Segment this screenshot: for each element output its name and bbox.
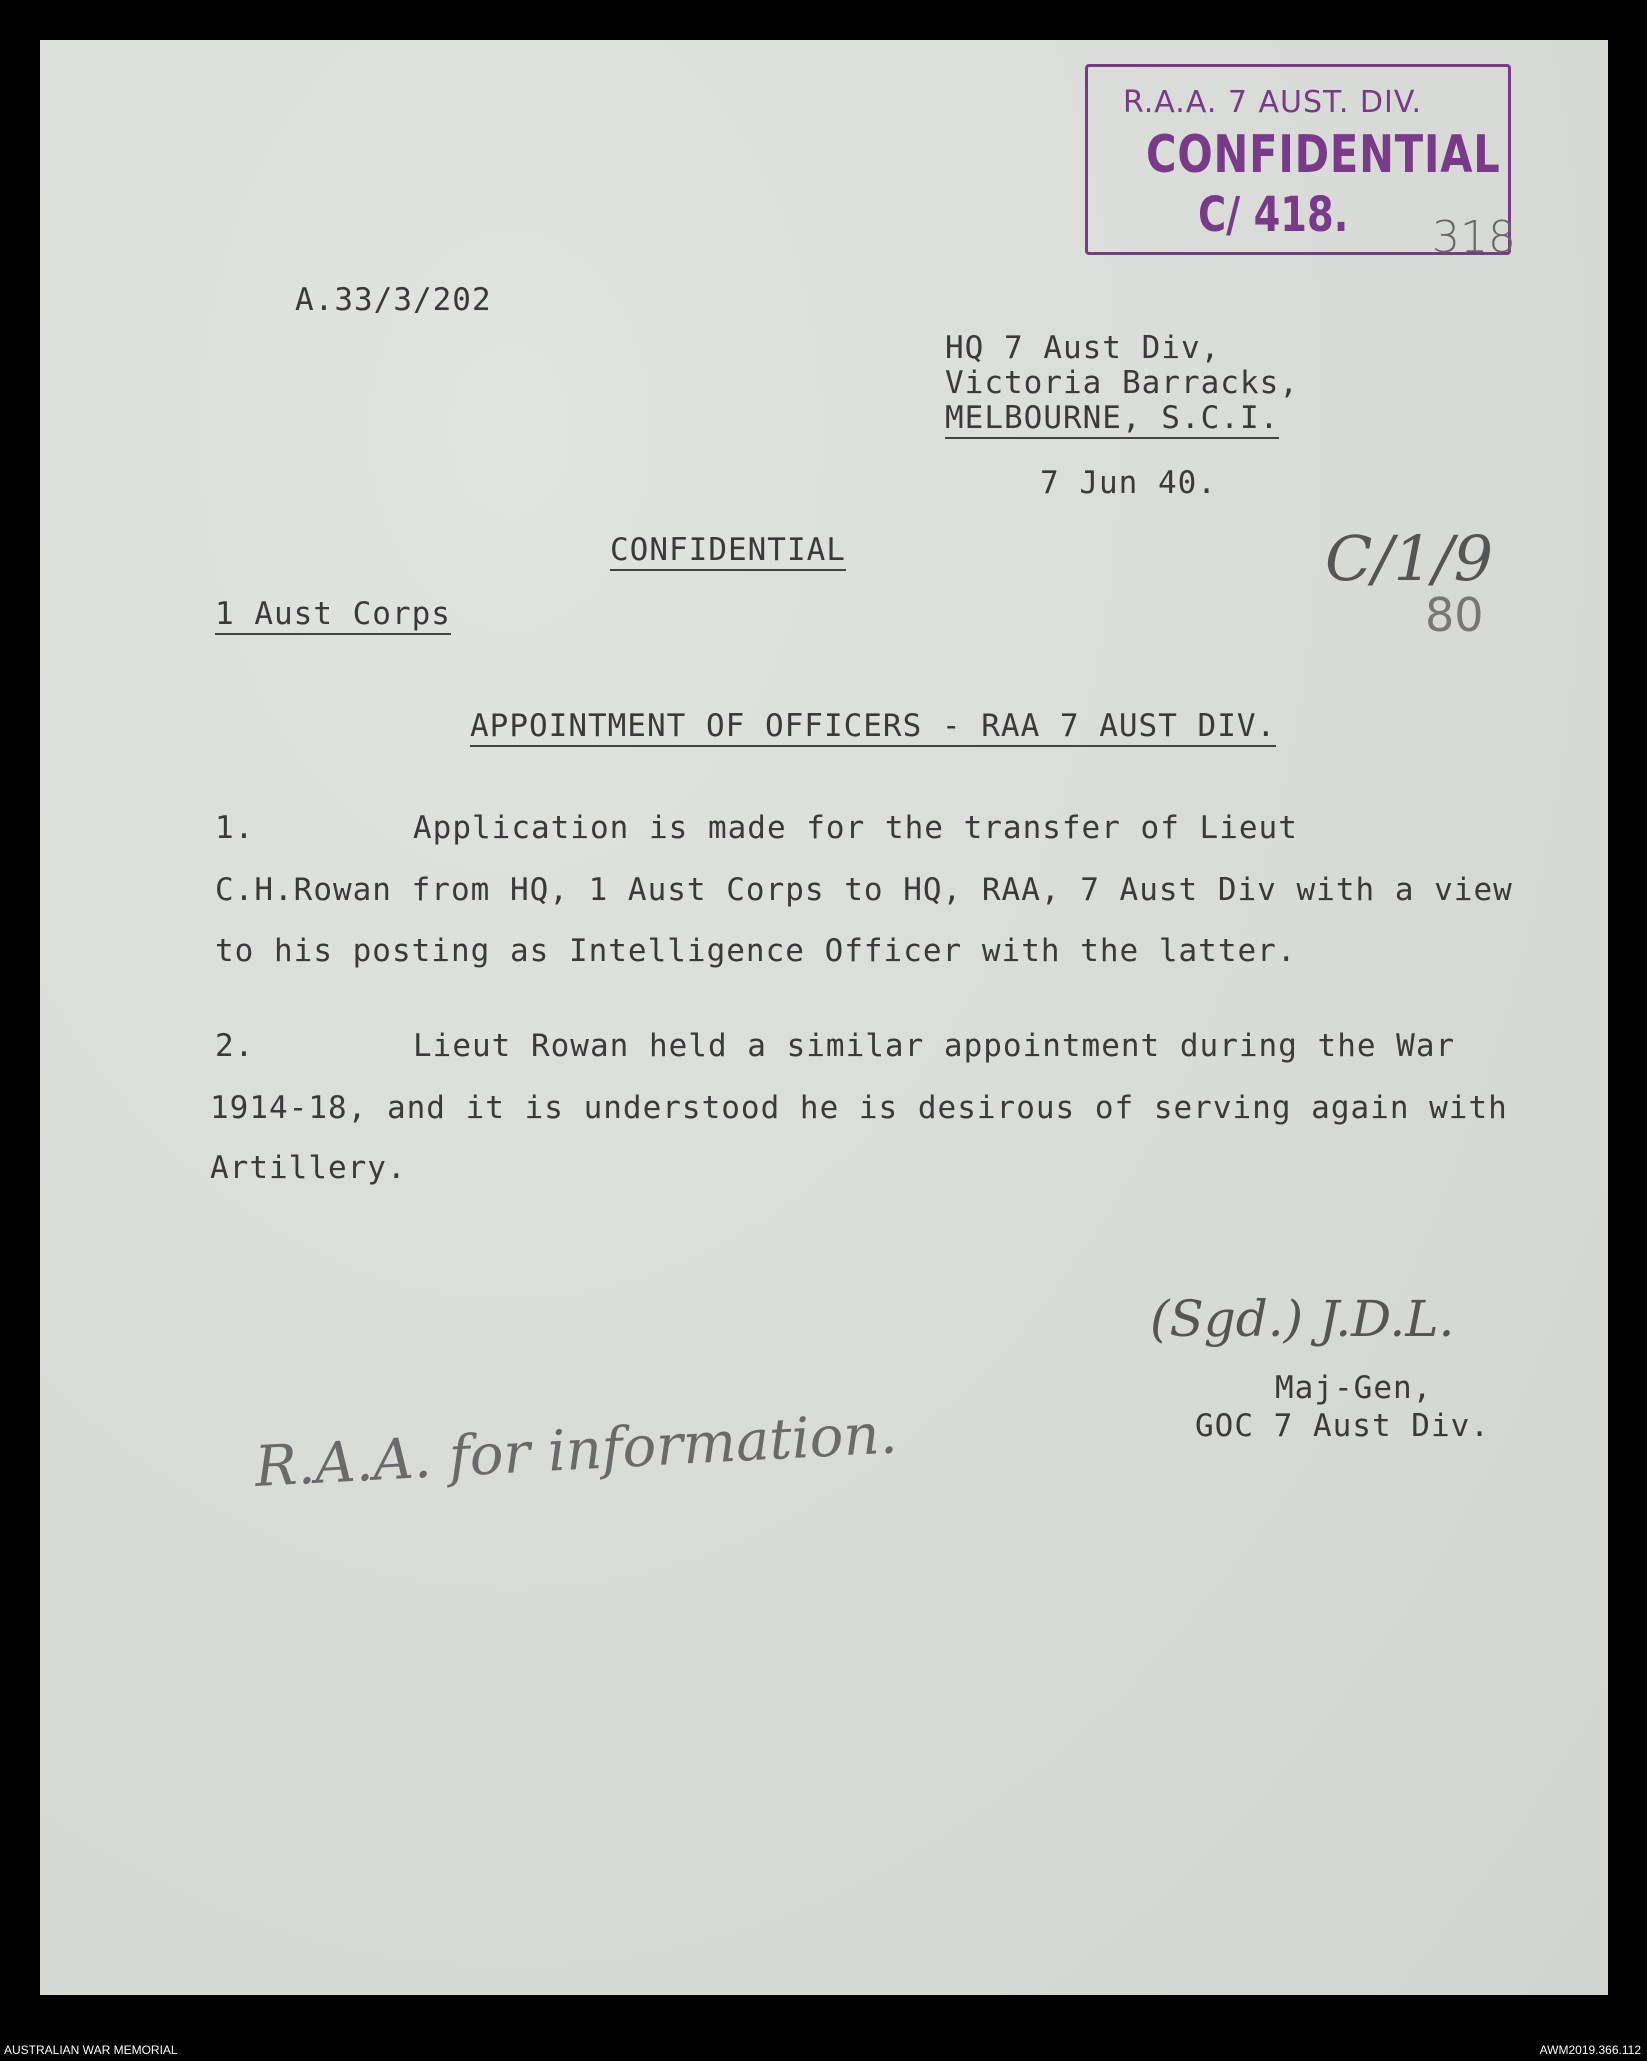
paragraph-line: Application is made for the transfer of Lieut [413, 810, 1298, 846]
document-date: 7 Jun 40. [1040, 465, 1217, 501]
paragraph-line: to his posting as Intelligence Officer with the latter. [215, 933, 1297, 969]
paragraph-number: 1. [215, 810, 255, 846]
footer-accession: AWM2019.366.112 [1539, 2043, 1641, 2057]
address-line-2: Victoria Barracks, [945, 365, 1299, 401]
handwritten-file-number: 80 [1425, 588, 1484, 642]
classification-heading: CONFIDENTIAL [610, 532, 846, 571]
handwritten-note: R.A.A. for information. [253, 1401, 899, 1500]
document-page [40, 40, 1608, 1995]
signatory-rank: Maj-Gen, [1275, 1370, 1433, 1406]
address-line-1: HQ 7 Aust Div, [945, 330, 1221, 366]
paragraph-line: C.H.Rowan from HQ, 1 Aust Corps to HQ, RAA, 7 Aust Div with a view [215, 872, 1513, 908]
stamp-classification: CONFIDENTIAL [1146, 125, 1501, 185]
recipient: 1 Aust Corps [215, 596, 451, 635]
paragraph-line: 1914-18, and it is understood he is desirous of serving again with [210, 1090, 1508, 1126]
handwritten-signature: (Sgd.) J.D.L. [1150, 1290, 1455, 1348]
signatory-title: GOC 7 Aust Div. [1195, 1408, 1490, 1444]
paragraph-line: Artillery. [210, 1150, 407, 1186]
paragraph-line: Lieut Rowan held a similar appointment during the War [413, 1028, 1456, 1064]
stamp-annotation: 318 [1432, 212, 1516, 263]
subject-heading: APPOINTMENT OF OFFICERS - RAA 7 AUST DIV. [470, 708, 1276, 747]
stamp-file-number: C/ 418. [1198, 187, 1349, 243]
address-line-3: MELBOURNE, S.C.I. [945, 400, 1279, 439]
paragraph-number: 2. [215, 1028, 255, 1064]
stamp-unit: R.A.A. 7 AUST. DIV. [1123, 85, 1423, 120]
footer-institution: AUSTRALIAN WAR MEMORIAL [4, 2043, 178, 2057]
handwritten-file-note: C/1/9 [1325, 522, 1494, 595]
reference-number: A.33/3/202 [295, 282, 492, 318]
